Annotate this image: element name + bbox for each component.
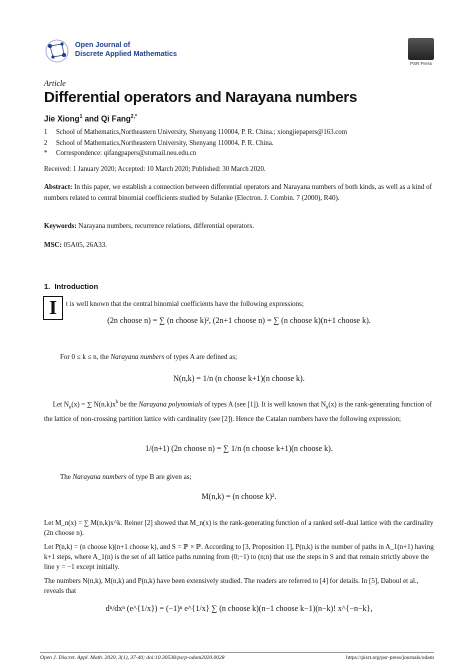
paragraph-4-a: The — [60, 473, 73, 481]
equation-1: (2n choose n) = ∑ (n choose k)², (2n+1 choose n) = ∑ (n choose k)(n+1 choose k). — [107, 316, 371, 325]
section-number: 1. — [44, 282, 51, 291]
msc-label: MSC: — [44, 241, 62, 249]
author-1-sup: 1 — [79, 114, 83, 120]
publisher-logo — [408, 38, 434, 66]
publication-dates: Received: 1 January 2020; Accepted: 10 March 2020; Published: 30 March 2020. — [44, 166, 266, 173]
affiliations — [44, 128, 347, 160]
paragraph-2-a: For 0 ≤ k ≤ n, the — [60, 353, 111, 361]
paragraph-6: Let P(n,k) = (n choose k)(n+1 choose k), and S = ℙ × ℙ. According to [3, Proposition 1], P(n,k) is the number of paths in A_1(n+1) having k+1 steps, where A_1(n) is the set of all lattice paths running from (0;−1) to (n;n) that use the steps in S and that remain strictly above the line y = −1 except initially. — [44, 543, 434, 571]
equation-4: M(n,k) = (n choose k)². — [201, 492, 277, 501]
equation-3: 1/(n+1) (2n choose n) = ∑ 1/n (n choose k+1)(n choose k). — [145, 444, 333, 453]
footer-citation: Open J. Discret. Appl. Math. 2020, 3(1), 37-40; doi:10.30538/psrp-odam2020.0028 — [40, 655, 225, 661]
affiliation-2 — [44, 139, 347, 150]
paragraph-2-italic: Narayana numbers — [110, 353, 165, 361]
section-heading — [44, 282, 98, 291]
paragraph-3: Let $N_n(x)$ = ∑ $N(n,k)x^k$ be the Narayana polynomials of types A (see [1]). It is well known that $N_n(x)$ is the rank-generating function of the lattice of non-crossing partition lattice with cardinality (see [2]). Hence the Catalan numbers have the following expression; — [44, 400, 432, 423]
paragraph-1: t is well known that the central binomial coefficients have the following expressions; — [66, 300, 304, 308]
footer-url[interactable]: https://pisrt.org/psr-press/journals/odam — [346, 655, 434, 661]
affiliation-mark: * — [44, 150, 48, 157]
paragraph-3-d: of types A (see [1]). It is well known that N — [202, 400, 326, 409]
paragraph-7: The numbers N(n,k), M(n,k) and P(n,k) have been extensively studied. The readers are referred to [4] for details. In [5], Daboul et al., reveals that — [44, 577, 419, 595]
author-1: Jie Xiong — [44, 114, 80, 124]
paragraph-4-italic: Narayana numbers — [72, 473, 127, 481]
footer-rule — [40, 652, 434, 653]
affiliation-text: School of Mathematics,Northeastern University, Shenyang 110004, P. R. China.; xiongjiepapers@163.com — [56, 129, 347, 136]
author-2-sup: 2,* — [130, 114, 137, 120]
affiliation-1 — [44, 128, 347, 139]
paper-title: Differential operators and Narayana numbers — [44, 89, 358, 106]
correspondence — [44, 149, 347, 160]
paragraph-3-italic: Narayana polynomials — [138, 400, 203, 409]
publisher-emblem — [408, 38, 434, 60]
paragraph-5: Let M_n(x) = ∑ M(n,k)x^k. Reiner [2] showed that M_n(x) is the rank-generating function of a ranked self-dual lattice with the cardinality (2n choose n). — [44, 519, 434, 537]
paragraph-2 — [60, 352, 440, 362]
paragraph-3-a: Let N — [52, 400, 69, 409]
affiliation-mark: 1 — [44, 129, 48, 136]
abstract — [44, 182, 434, 203]
affiliation-mark: 2 — [44, 139, 48, 147]
paragraph-3-e: (x) is the rank-generating function of the lattice of non-crossing partition lattice with cardinality — [44, 400, 432, 423]
paragraph-3-b: (x) = ∑ N(n,k)x — [71, 400, 116, 409]
section-title: Introduction — [54, 282, 99, 291]
journal-logo — [44, 38, 70, 64]
keywords-label: Keywords: — [44, 222, 77, 230]
publisher-label: PSR Press — [409, 61, 432, 66]
equation-2: N(n,k) = 1/n (n choose k+1)(n choose k). — [173, 374, 305, 383]
journal-name-line2: Discrete Applied Mathematics — [75, 49, 177, 58]
keywords — [44, 222, 434, 230]
keywords-text: Narayana numbers, recurrence relations, differential operators. — [76, 222, 254, 230]
author-2: and Qi Fang — [82, 114, 131, 124]
paragraph-3-c: be the — [118, 400, 139, 409]
author-line — [44, 114, 137, 124]
affiliation-text: Correspondence: qifangpapers@stumail.neu.edu.cn — [56, 150, 197, 157]
paragraph-2-b: of types A are defined as; — [164, 353, 238, 361]
msc — [44, 241, 107, 249]
drop-cap: I — [43, 296, 63, 320]
equation-5: dⁿ/dxⁿ (e^{1/x}) = (−1)ⁿ e^{1/x} ∑ (n choose k)(n−1 choose k−1)(n−k)! x^{−n−k}, — [105, 604, 373, 613]
paragraph-3-f: (see [2]). Hence the Catalan numbers have the following expression; — [208, 414, 401, 423]
article-type: Article — [44, 79, 66, 88]
paragraph-4 — [60, 472, 440, 482]
paragraph-4-b: of type B are given as; — [126, 473, 192, 481]
affiliation-text: School of Mathematics,Northeastern University, Shenyang 110004, P. R. China. — [56, 139, 274, 147]
journal-name — [75, 40, 177, 58]
journal-name-line1: Open Journal of — [75, 40, 131, 49]
abstract-label: Abstract: — [44, 183, 73, 191]
msc-text: 05A05, 26A33. — [61, 241, 108, 249]
abstract-text: In this paper, we establish a connection between differential operators and Narayana numbers of both kinds, as well as a kind of numbers related to central binomial coefficients studied by Sulanke (Electron. J. Combin. 7 (2000), R40). — [44, 183, 432, 202]
